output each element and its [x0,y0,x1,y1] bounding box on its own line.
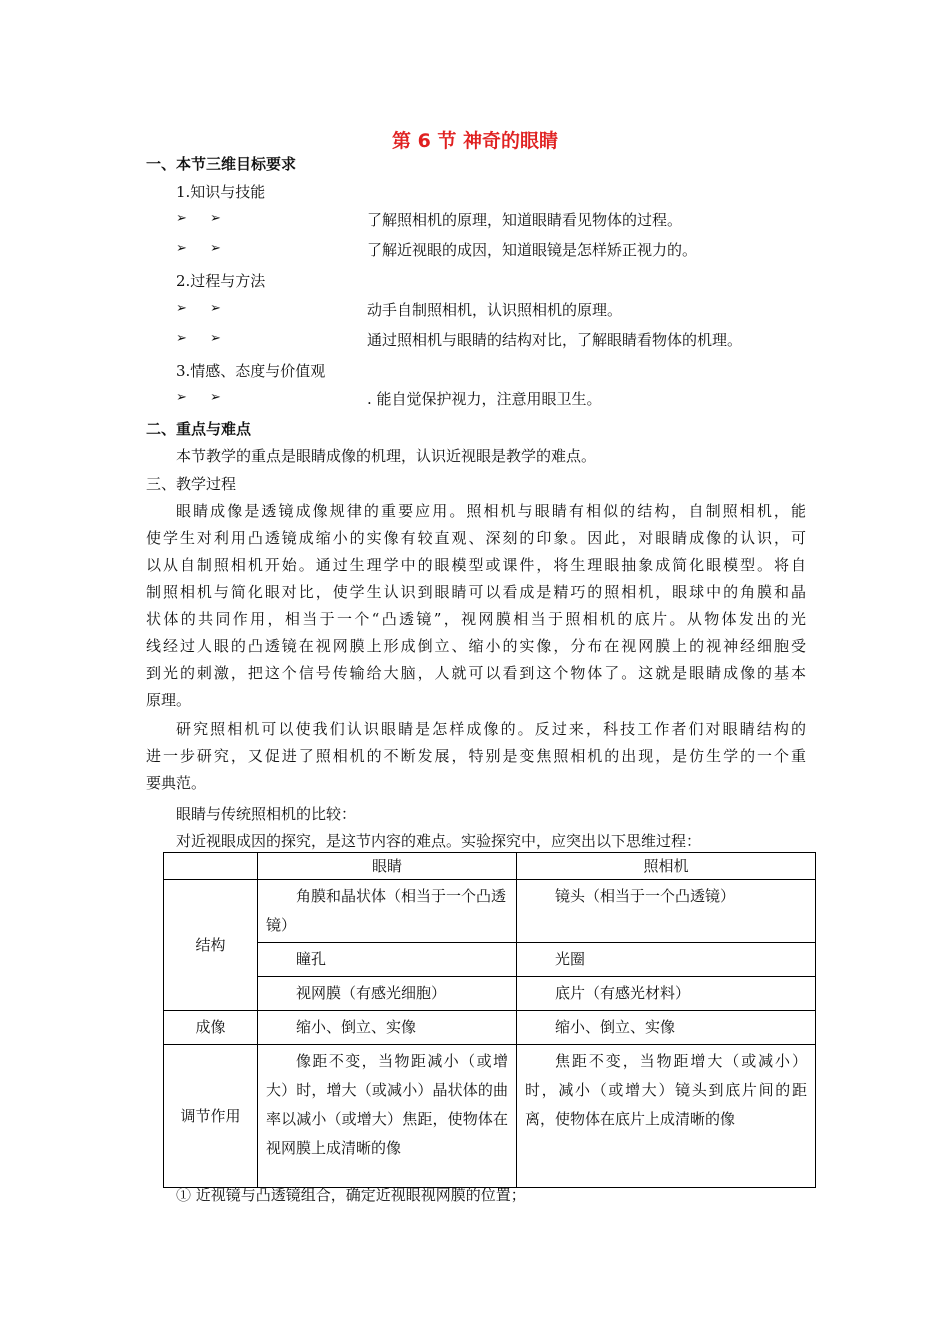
table-cell: 缩小、倒立、实像 [517,1011,816,1045]
table-header-cell: 照相机 [517,853,816,880]
list-item: . 能自觉保护视力，注意用眼卫生。 [367,390,602,408]
bullet-icon: ➢ [210,301,221,316]
row-label: 成像 [164,1011,258,1045]
bullet-icon: ➢ [176,390,187,405]
table-header-cell [164,853,258,880]
list-item: 动手自制照相机，认识照相机的原理。 [367,301,623,319]
comparison-table [163,852,816,1188]
section2-text: 本节教学的重点是眼睛成像的机理，认识近视眼是教学的难点。 [176,447,597,465]
para2-line: 要典范。 [146,774,207,792]
table-row [164,1045,816,1188]
table-header-cell: 眼睛 [258,853,517,880]
sub2-heading: 2.过程与方法 [176,272,266,290]
bullet-icon: ➢ [176,211,187,226]
para1-line: 原理。 [146,691,192,709]
sub1-heading: 1.知识与技能 [176,183,266,201]
bullet-icon: ➢ [176,301,187,316]
bullet-icon: ➢ [176,331,187,346]
table-cell: 焦距不变，当物距增大（或减小）时，减小（或增大）镜头到底片间的距离，使物体在底片上成清晰的像 [517,1045,816,1188]
table-cell: 光圈 [517,943,816,977]
table-header-row [164,853,816,880]
compare-title: 眼睛与传统照相机的比较： [176,805,357,823]
bullet-icon: ➢ [176,241,187,256]
page-title: 第 6 节 神奇的眼睛 [391,130,559,152]
bullet-icon: ➢ [210,331,221,346]
table-cell: 底片（有感光材料） [517,977,816,1011]
table-cell: 角膜和晶状体（相当于一个凸透镜） [258,880,517,943]
row-label: 结构 [164,880,258,1011]
table-cell: 缩小、倒立、实像 [258,1011,517,1045]
bullet-icon: ➢ [210,211,221,226]
table-cell: 视网膜（有感光细胞） [258,977,517,1011]
list-item: 通过照相机与眼睛的结构对比，了解眼睛看物体的机理。 [367,331,743,349]
para2-line: 进一步研究，又促进了照相机的不断发展，特别是变焦照相机的出现，是仿生学的一个重 [146,747,806,765]
list-item: 了解照相机的原理，知道眼睛看见物体的过程。 [367,211,683,229]
row-label: 调节作用 [164,1045,258,1188]
para1-line: 制照相机与简化眼对比，使学生认识到眼睛可以看成是精巧的照相机，眼球中的角膜和晶 [146,583,806,601]
table-cell: 镜头（相当于一个凸透镜） [517,880,816,943]
table-row [164,943,816,977]
section1-heading: 一、本节三维目标要求 [146,155,297,173]
table-row [164,977,816,1011]
bullet-icon: ➢ [210,241,221,256]
bullet-icon: ➢ [210,390,221,405]
section2-heading: 二、重点与难点 [146,420,252,438]
sub3-heading: 3.情感、态度与价值观 [176,362,326,380]
table-cell: 瞳孔 [258,943,517,977]
table-cell: 像距不变，当物距减小（或增大）时，增大（或减小）晶状体的曲率以减小（或增大）焦距，使物体在视网膜上成清晰的像 [258,1045,517,1188]
section3-heading: 三、教学过程 [146,475,237,493]
para1-line: 状体的共同作用，相当于一个“凸透镜”，视网膜相当于照相机的底片。从物体发出的光 [146,610,806,628]
para1-line: 使学生对利用凸透镜成缩小的实像有较直观、深刻的印象。因此，对眼睛成像的认识，可 [146,529,806,547]
footer-step: ① 近视镜与凸透镜组合，确定近视眼视网膜的位置； [176,1186,526,1204]
para1-line: 以从自制照相机开始。通过生理学中的眼模型或课件，将生理眼抽象成简化眼模型。将自 [146,556,806,574]
para1-line: 到光的刺激，把这个信号传输给大脑，人就可以看到这个物体了。这就是眼睛成像的基本 [146,664,806,682]
list-item: 了解近视眼的成因，知道眼镜是怎样矫正视力的。 [367,241,698,259]
table-row [164,880,816,943]
para1-line: 眼睛成像是透镜成像规律的重要应用。照相机与眼睛有相似的结构，自制照相机，能 [176,502,806,520]
explore-text: 对近视眼成因的探究，是这节内容的难点。实验探究中，应突出以下思维过程： [176,832,702,850]
para2-line: 研究照相机可以使我们认识眼睛是怎样成像的。反过来，科技工作者们对眼睛结构的 [176,720,806,738]
table-row [164,1011,816,1045]
para1-line: 线经过人眼的凸透镜在视网膜上形成倒立、缩小的实像，分布在视网膜上的视神经细胞受 [146,637,806,655]
